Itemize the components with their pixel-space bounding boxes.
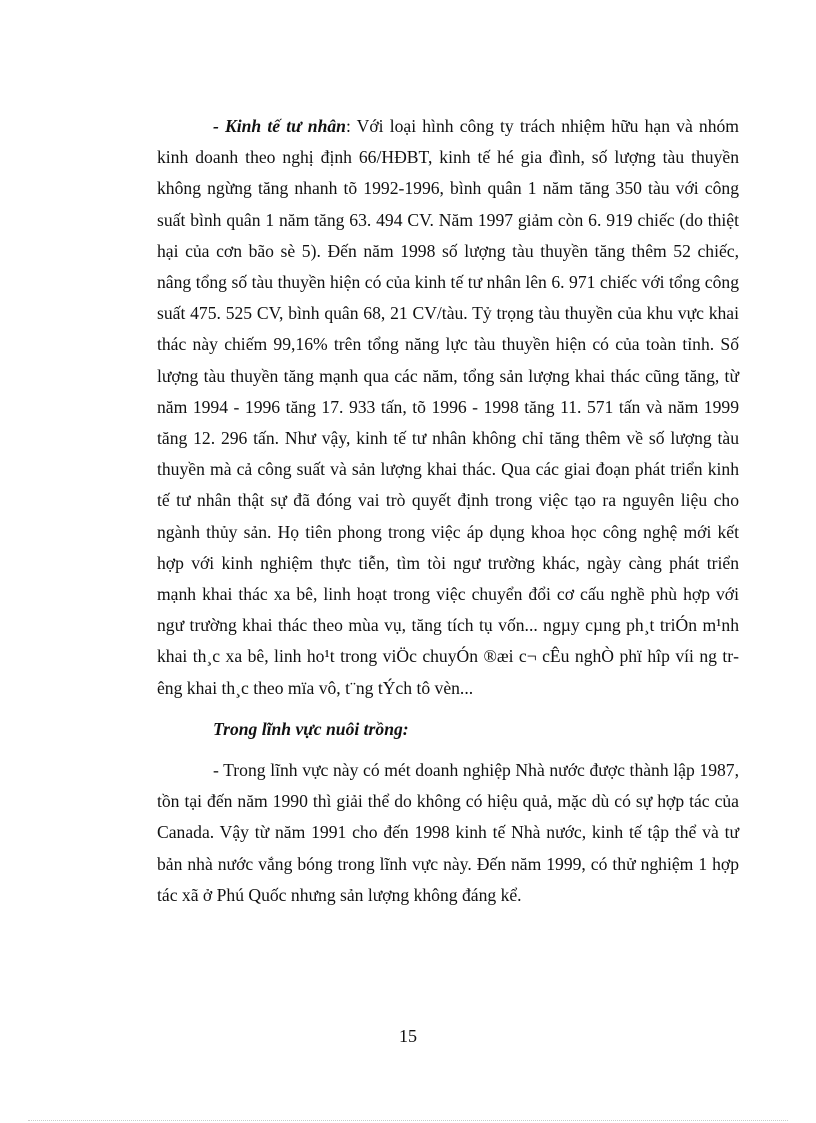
section-heading: Trong lĩnh vực nuôi trồng:	[213, 718, 409, 739]
paragraph-lead-term: - Kinh tế tư nhân	[213, 116, 346, 136]
paragraph-aquaculture: - Trong lĩnh vực này có mét doanh nghiệp Nhà nước được thành lập 1987, tồn tại đến năm 1990 thì giải thể do không có hiệu quả, mặc dù có sự hợp tác của Canada. Vậy từ năm 1991 cho đến 1998 kinh tế Nhà nước, kinh tế tập thể và tư bản nhà nước vắng bóng trong lĩnh vực này. Đến năm 1999, có thử nghiệm 1 hợp tác xã ở Phú Quốc nhưng sản lượng không đáng kể.	[157, 760, 739, 905]
page-bottom-divider	[28, 1120, 788, 1121]
document-body	[157, 111, 739, 911]
paragraph-private-economy	[157, 111, 739, 704]
page-number: 15	[399, 1026, 417, 1046]
paragraph-text: : Với loại hình công ty trách nhiệm hữu hạn và nhóm kinh doanh theo nghị định 66/HĐBT, kinh tế hé gia đình, số lượng tàu thuyền không ngừng tăng nhanh tõ 1992-1996, bình quân 1 năm tăng 350 tàu với công suất bình quân 1 năm tăng 63. 494 CV. Năm 1997 giảm còn 6. 919 chiếc (do thiệt hại của cơn bão sè 5). Đến năm 1998 số lượng tàu thuyền tăng thêm 52 chiếc, nâng tổng số tàu thuyền hiện có của kinh tế tư nhân lên 6. 971 chiếc với tổng công suất 475. 525 CV, bình quân 68, 21 CV/tàu. Tỷ trọng tàu thuyền của khu vực khai thác này chiếm 99,16% trên tổng năng lực tàu thuyền hiện có của toàn tỉnh. Số lượng tàu thuyền tăng mạnh qua các năm, tổng sản lượng khai thác cũng tăng, từ năm 1994 - 1996 tăng 17. 933 tấn, tõ 1996 - 1998 tăng 11. 571 tấn và năm 1999 tăng 12. 296 tấn. Như vậy, kinh tế tư nhân không chỉ tăng thêm về số lượng tàu thuyền mà cả công suất và sản lượng khai thác. Qua các giai đoạn phát triển kinh tế tư nhân thật sự đã đóng vai trò quyết định trong việc tạo ra nguyên liệu cho ngành thủy sản. Họ tiên phong trong việc áp dụng khoa học công nghệ mới kết hợp với kinh nghiệm thực tiễn, tìm tòi ngư trường khác, ngày càng phát triển mạnh khai thác xa bê, linh hoạt trong việc chuyển đổi cơ cấu nghề phù hợp với ngư trường khai thác theo mùa vụ, tăng tích tụ vốn... ngµy cµng ph¸t triÓn m¹nh khai th¸c xa bê, linh ho¹t trong viÖc chuyÓn ®æi c¬ cÊu nghÒ phï hîp víi ng trêng khai th¸c theo mïa vô, t¨ng tÝch tô vèn...	[157, 116, 739, 698]
